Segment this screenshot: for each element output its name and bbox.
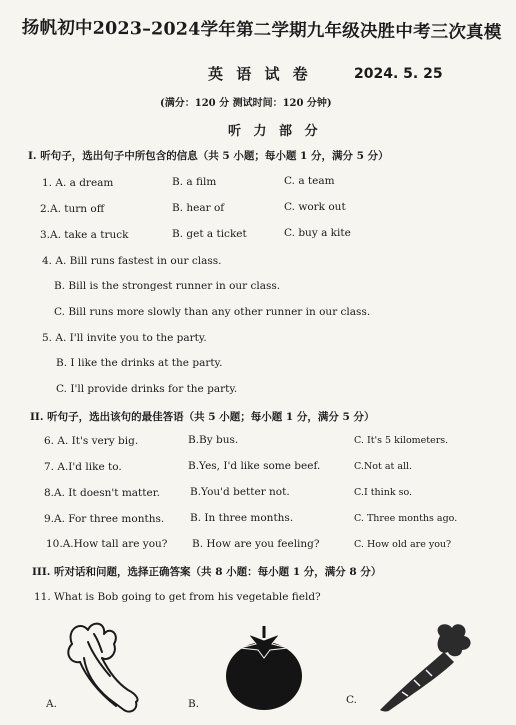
q3-option-a: 3.A. take a truck — [40, 229, 129, 241]
exam-info: (满分：120 分 测试时间：120 分钟) — [160, 98, 332, 109]
q1-option-c: C. a team — [284, 175, 335, 187]
q9-option-c: C. Three months ago. — [354, 513, 458, 524]
q8-option-b: B.You'd better not. — [190, 486, 290, 498]
q3-option-b: B. get a ticket — [172, 228, 247, 240]
q7-option-c: C.Not at all. — [354, 461, 413, 472]
q6-option-c: C. It's 5 kilometers. — [354, 435, 449, 446]
exam-title: 扬帆初中2023–2024学年第二学期九年级决胜中考三次真模 — [21, 17, 502, 44]
q4-option-a: 4. A. Bill runs fastest in our class. — [42, 255, 222, 267]
picture-label-c: C. — [346, 694, 357, 706]
cabbage-icon — [58, 618, 158, 718]
q9-option-b: B. In three months. — [190, 512, 294, 524]
part3-instruction: III. 听对话和问题，选择正确答案（共 8 小题：每小题 1 分，满分 8 分） — [32, 566, 382, 578]
q8-option-c: C.I think so. — [354, 487, 413, 498]
q9-option-a: 9.A. For three months. — [44, 513, 165, 525]
exam-date: 2024. 5. 25 — [354, 66, 443, 82]
q5-option-b: B. I like the drinks at the party. — [56, 357, 223, 369]
q4-option-c: C. Bill runs more slowly than any other runner in our class. — [54, 306, 371, 318]
picture-label-a: A. — [46, 698, 57, 710]
tomato-icon — [218, 614, 310, 714]
q7-option-a: 7. A.I'd like to. — [44, 461, 122, 473]
carrot-icon — [370, 618, 480, 718]
q6-option-a: 6. A. It's very big. — [44, 435, 139, 447]
q2-option-c: C. work out — [284, 201, 346, 213]
q7-option-b: B.Yes, I'd like some beef. — [188, 460, 321, 472]
picture-label-b: B. — [188, 698, 200, 710]
q10-option-c: C. How old are you? — [354, 539, 452, 550]
q4-option-b: B. Bill is the strongest runner in our class. — [54, 280, 281, 292]
q3-option-c: C. buy a kite — [284, 227, 351, 239]
q1-option-b: B. a film — [172, 176, 217, 188]
part2-instruction: II. 听句子，选出该句的最佳答语（共 5 小题；每小题 1 分，满分 5 分） — [30, 411, 375, 423]
q2-option-b: B. hear of — [172, 202, 225, 214]
q8-option-a: 8.A. It doesn't matter. — [44, 487, 160, 499]
q5-option-c: C. I'll provide drinks for the party. — [56, 383, 238, 395]
q5-option-a: 5. A. I'll invite you to the party. — [42, 332, 207, 344]
q10-option-a: 10.A.How tall are you? — [46, 538, 168, 550]
q2-option-a: 2.A. turn off — [40, 203, 105, 215]
q6-option-b: B.By bus. — [188, 434, 239, 446]
exam-subtitle: 英 语 试 卷 — [208, 65, 312, 83]
q1-option-a: 1. A. a dream — [42, 177, 114, 189]
section-heading-listening: 听 力 部 分 — [228, 124, 322, 139]
q10-option-b: B. How are you feeling? — [192, 538, 320, 550]
q11-question: 11. What is Bob going to get from his vegetable field? — [34, 591, 321, 603]
part1-instruction: I. 听句子，选出句子中所包含的信息（共 5 小题；每小题 1 分，满分 5 分） — [28, 150, 389, 162]
